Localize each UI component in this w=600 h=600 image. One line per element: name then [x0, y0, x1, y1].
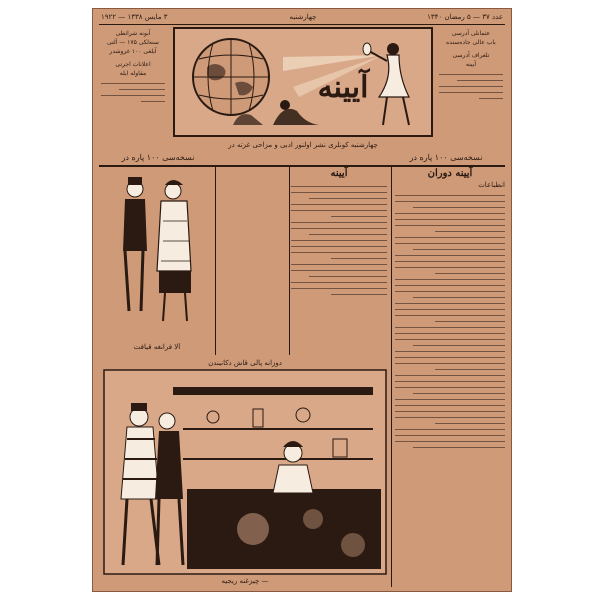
text-line: [291, 222, 387, 223]
text-line: [435, 423, 505, 424]
text-line: [395, 363, 505, 364]
text-line: [101, 95, 165, 96]
text-line: [413, 345, 505, 346]
dateline-left: ۳ مایس ۱۳۳۸ — ۱۹۲۲: [101, 13, 168, 21]
text-line: [309, 234, 387, 235]
text-line: [439, 92, 503, 93]
advert-title: اعلانات اجرتی: [115, 61, 151, 68]
text-line: [291, 288, 387, 289]
text-line: [395, 267, 505, 268]
text-line: [141, 101, 165, 102]
dateline-right: عدد ۳۷ — ۵ رمضان ۱۳۴۰: [427, 13, 503, 21]
text-line: [395, 303, 505, 304]
subscription-line: آبونه شرائطی: [115, 30, 151, 37]
advert-line: مقاوله ایله: [119, 70, 147, 77]
telegraph-line: آیینه: [465, 61, 477, 68]
text-line: [291, 264, 387, 265]
telegraph-title: تلغراف آدرسی: [452, 52, 490, 59]
text-line: [291, 252, 387, 253]
text-line: [119, 89, 165, 90]
text-line: [291, 270, 387, 271]
address-title: عثمانلی آدرسی: [451, 30, 491, 37]
text-line: [331, 294, 387, 295]
text-line: [395, 261, 505, 262]
text-line: [395, 357, 505, 358]
text-line: [395, 243, 505, 244]
text-line: [435, 369, 505, 370]
text-line: [291, 246, 387, 247]
text-line: [395, 441, 505, 442]
newspaper-page: [92, 8, 512, 592]
text-line: [309, 198, 387, 199]
text-line: [291, 282, 387, 283]
masthead-subtitle: چهارشنبه کونلری نشر اولنور ادبی و مزاحی غزته در: [228, 141, 378, 149]
text-line: [439, 86, 503, 87]
text-line: [395, 387, 505, 388]
text-line: [395, 291, 505, 292]
dateline-center: چهارشنبه: [289, 13, 317, 21]
text-line: [395, 213, 505, 214]
subscription-box: [101, 29, 165, 139]
right-column: [395, 167, 505, 587]
text-line: [395, 309, 505, 310]
cartoon-caption: آلا فرانغه قیافت: [133, 343, 181, 351]
text-line: [395, 225, 505, 226]
masthead-title: آیینه: [317, 70, 369, 105]
text-line: [439, 74, 503, 75]
text-line: [435, 273, 505, 274]
text-line: [395, 315, 505, 316]
text-line: [395, 435, 505, 436]
text-line: [435, 321, 505, 322]
subscription-line: آیلغی ۱۰۰ غروشدر: [109, 48, 157, 55]
text-line: [413, 249, 505, 250]
text-line: [291, 228, 387, 229]
text-line: [395, 237, 505, 238]
text-line: [395, 429, 505, 430]
text-line: [395, 351, 505, 352]
text-line: [435, 231, 505, 232]
text-line: [309, 276, 387, 277]
center-column-title: آیینه: [330, 168, 348, 179]
text-line: [395, 333, 505, 334]
text-line: [395, 285, 505, 286]
text-line: [291, 192, 387, 193]
column-divider: [391, 167, 392, 587]
text-line: [395, 279, 505, 280]
text-line: [291, 240, 387, 241]
dateline-rule: [99, 24, 505, 25]
text-line: [413, 447, 505, 448]
text-line: [395, 417, 505, 418]
text-line: [395, 255, 505, 256]
text-line: [457, 80, 503, 81]
text-line: [395, 375, 505, 376]
text-line: [479, 98, 503, 99]
column-divider: [289, 167, 290, 355]
text-line: [413, 393, 505, 394]
subscription-line: سنه‌لکی ۱۷۵ — آلتی: [107, 39, 159, 46]
text-line: [331, 258, 387, 259]
address-box: [439, 29, 503, 139]
text-line: [413, 207, 505, 208]
right-column-subtitle: انطباعات: [478, 181, 505, 189]
text-line: [395, 201, 505, 202]
text-line: [291, 186, 387, 187]
text-line: [395, 381, 505, 382]
text-line: [395, 327, 505, 328]
text-line: [291, 210, 387, 211]
right-column-title: آیینه دوران: [427, 168, 473, 179]
text-line: [395, 219, 505, 220]
shop-cartoon: [103, 369, 387, 575]
bottom-cartoon-caption-bottom: — چیزغنه ریجیه: [221, 577, 269, 585]
text-line: [331, 216, 387, 217]
price-left: نسخه‌سی ۱۰۰ پاره در: [121, 153, 195, 162]
price-right: نسخه‌سی ۱۰۰ پاره در: [409, 153, 483, 162]
text-line: [395, 339, 505, 340]
text-line: [395, 411, 505, 412]
text-line: [395, 405, 505, 406]
bottom-cartoon-caption-top: دوزانه پالی قاش دکانیندن: [208, 359, 282, 367]
center-column: [291, 167, 387, 353]
masthead-illustration: [173, 27, 433, 137]
text-line: [395, 399, 505, 400]
text-line: [413, 297, 505, 298]
address-line: باب عالی جاده‌سنده: [446, 39, 496, 46]
fashion-cartoon: [103, 171, 211, 341]
text-line: [101, 83, 165, 84]
text-line: [291, 204, 387, 205]
column-divider: [215, 167, 216, 355]
text-line: [395, 195, 505, 196]
